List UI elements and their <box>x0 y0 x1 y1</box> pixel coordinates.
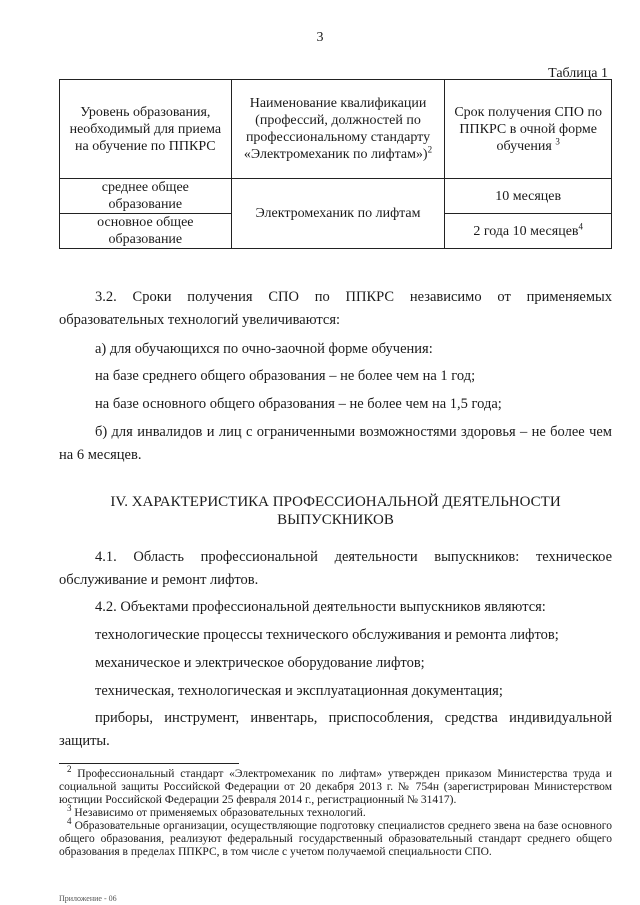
footnote-ref: 4 <box>578 220 584 231</box>
paragraph: б) для инвалидов и лиц с ограниченными возможностями здоровья – не более чем на 6 месяцев. <box>59 424 612 463</box>
cell-duration: 2 года 10 месяцев$^4$ <box>445 214 612 249</box>
paragraph: на базе среднего общего образования – не более чем на 1 год; <box>95 368 476 384</box>
paragraph: на базе основного общего образования – не более чем на 1,5 года; <box>95 396 502 412</box>
paragraph: 4.1. Область профессиональной деятельности выпускников: техническое обслуживание и ремонт лифтов. <box>59 549 612 588</box>
footnote-ref: 3 <box>555 135 560 146</box>
heading-line: ВЫПУСКНИКОВ <box>277 512 394 528</box>
list-item: механическое и электрическое оборудование лифтов; <box>95 655 425 671</box>
cell-education-level: среднее общее образование <box>60 179 232 214</box>
heading-line: IV. ХАРАКТЕРИСТИКА ПРОФЕССИОНАЛЬНОЙ ДЕЯТЕЛЬНОСТИ <box>110 494 561 510</box>
table-caption: Таблица 1 <box>548 66 608 81</box>
footnote-divider <box>59 763 239 764</box>
list-item: приборы, инструмент, инвентарь, приспособления, средства индивидуальной защиты. <box>59 710 612 749</box>
paragraph: 4.2. Объектами профессиональной деятельности выпускников являются: <box>95 599 546 615</box>
paragraph: 3.2. Сроки получения СПО по ППКРС независимо от применяемых образовательных технологий увеличиваются: <box>59 289 612 328</box>
footnote: $^4$ Образовательные организации, осуществляющие подготовку специалистов среднего звена на базе основного общего образования, реализуют федеральный государственный образовательный стандарт среднего общего образования в пределах ППКРС, в том числе с учетом получаемой специальности СПО. <box>59 816 612 858</box>
table-row <box>60 179 612 214</box>
document-stamp: Приложение - 06 <box>59 894 117 903</box>
list-item: технологические процессы технического обслуживания и ремонта лифтов; <box>95 627 559 643</box>
cell-education-level: основное общее образование <box>60 214 232 249</box>
footnote-ref: 2 <box>427 144 433 155</box>
footnote: $^2$ Профессиональный стандарт «Электромеханик по лифтам» утвержден приказом Министерства труда и социальной защиты Российской Федерации от 20 декабря 2013 г. № 754н (зарегистрирован Министерством юстиции Российской Федерации 25 февраля 2014 г., регистрационный № 31417). <box>59 764 612 806</box>
qualification-table <box>59 79 612 249</box>
header-education-level: Уровень образования, необходимый для приема на обучение по ППКРС <box>60 80 232 179</box>
cell-duration: 10 месяцев <box>445 179 612 214</box>
footnotes <box>59 764 612 859</box>
list-item: техническая, технологическая и эксплуатационная документация; <box>95 683 503 699</box>
page-number: 3 <box>316 30 324 45</box>
footnote: $^3$ Независимо от применяемых образовательных технологий. <box>67 803 366 819</box>
table-header-row <box>60 80 612 179</box>
header-duration: Срок получения СПО по ППКРС в очной форме обучения $^3$ <box>445 80 612 179</box>
section-heading <box>59 493 612 529</box>
paragraph: а) для обучающихся по очно-заочной форме обучения: <box>95 341 433 357</box>
cell-qualification: Электромеханик по лифтам <box>231 179 445 249</box>
header-qualification: Наименование квалификации (профессий, должностей по профессиональному стандарту «Электромеханик по лифтам»)$^2$ <box>231 80 445 179</box>
